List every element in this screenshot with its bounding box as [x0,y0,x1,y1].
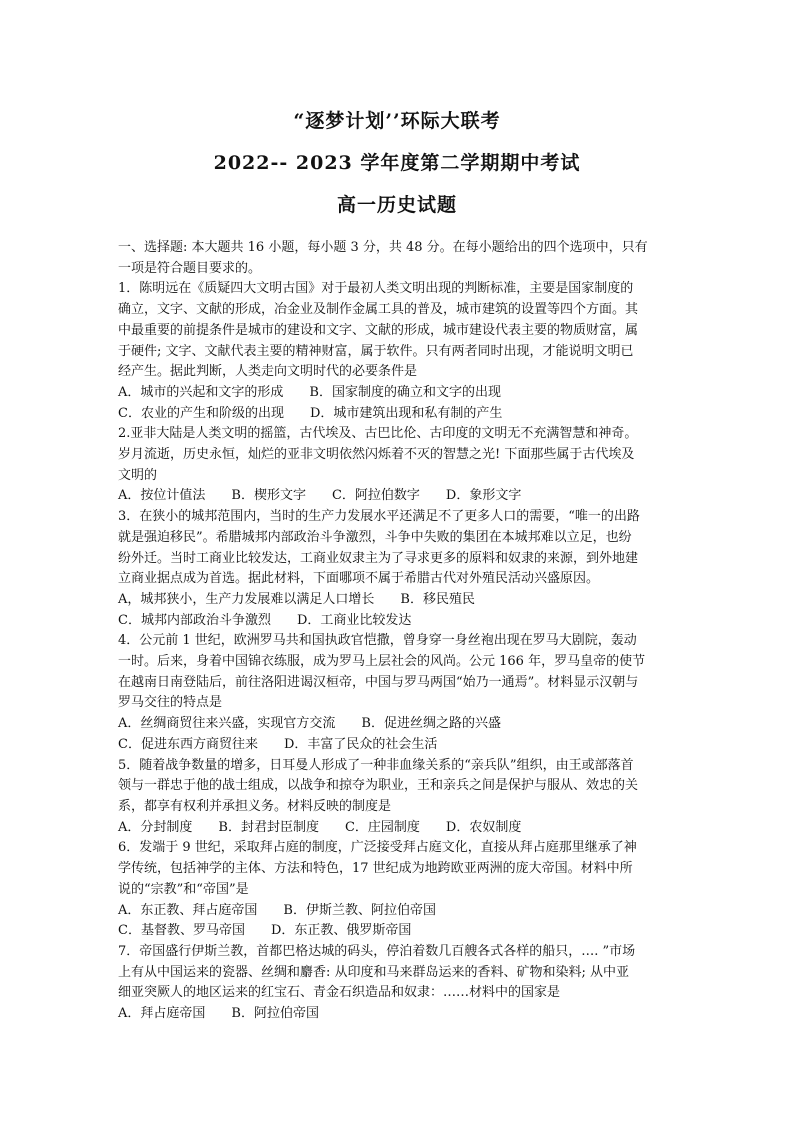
answer-option: C．阿拉伯数字 [331,488,420,504]
option-row [118,404,684,425]
question-stem-line: 中最重要的前提条件是城市的建设和文字、文献的形成，城市建设代表主要的物质财富，属 [118,322,639,338]
question-stem-line: 2.亚非大陆是人类文明的摇篮，古代埃及、古巴比伦、古印度的文明无不充满智慧和神奇。 [118,426,638,442]
answer-option: D．工商业比较发达 [296,612,412,628]
question-stem-line: 于硬件; 文字、文献代表主要的精神财富，属于软件。只有两者同时出现，才能说明文明已 [118,343,634,359]
exam-term-title: 2022-- 2023 学年度第二学期期中考试 [213,152,581,174]
option-row [118,611,684,632]
question-2 [118,424,684,507]
question-stem-line: 7．帝国盛行伊斯兰教，首都巴格达城的码头，停泊着数几百艘各式各样的船只，…. ”市场 [118,943,636,959]
question-stem-line: 学传统，包括神学的主体、方法和特色，17 世纪成为地跨欧亚两洲的庞大帝国。材料中所 [118,861,633,877]
question-stem-line: 岁月流逝，历史永恒，灿烂的亚非文明依然闪烁着不灭的智慧之光! 下面那些属于古代埃及 [118,447,635,463]
question-1 [118,279,684,424]
answer-option: C．基督教、罗马帝国 [118,923,245,939]
answer-option: D．丰富了民众的社会生活 [283,736,438,752]
answer-option: B．国家制度的确立和文字的出现 [309,384,501,400]
question-stem-line: 在越南日南登陆后，前往洛阳进谒汉桓帝，中国与罗马两国“始乃一通焉”。材料显示汉朝与 [118,674,639,690]
question-4 [118,631,684,755]
option-row [118,714,684,735]
question-stem-line: 罗马交往的特点是 [118,695,223,711]
question-stem-line: 立商业据点成为首选。据此材料，下面哪项不属于希腊古代对外殖民活动兴盛原因。 [118,571,600,587]
exam-subject-title: 高一历史试题 [336,194,457,216]
instruction-line: 一项是符合题目要求的。 [118,260,262,276]
option-row [118,901,684,922]
option-row [118,486,684,507]
option-row [118,1004,684,1025]
answer-option: A．丝绸商贸往来兴盛，实现官方交流 [118,716,336,732]
answer-option: A．城市的兴起和文字的形成 [118,384,284,400]
answer-option: D．城市建筑出现和私有制的产生 [309,405,503,421]
question-stem-line: 一时。后来，身着中国锦衣练服，成为罗马上层社会的风尚。公元 166 年，罗马皇帝的使节 [118,654,646,670]
answer-option: B．促进丝绸之路的兴盛 [361,716,501,732]
answer-option: A．按位计值法 [118,488,206,504]
answer-option: D．农奴制度 [445,819,522,835]
exam-content [118,238,684,1025]
question-stem-line: 细亚突厥人的地区运来的红宝石、青金石织造品和奴隶：……材料中的国家是 [118,985,561,1001]
question-stem-line: 上有从中国运来的瓷器、丝绸和麝香: 从印度和马来群岛运来的香料、矿物和染料; 从中亚 [118,964,630,980]
answer-option: A．东正教、拜占庭帝国 [118,902,258,918]
answer-option: C．农业的产生和阶级的出现 [118,405,284,421]
answer-option: B．移民殖民 [400,591,475,607]
section-instructions [118,238,684,279]
answer-option: B．封君封臣制度 [218,819,319,835]
exam-series-title: “逐梦计划’’环际大联考 [293,110,501,132]
answer-option: D．东正教、俄罗斯帝国 [270,923,412,939]
option-row [118,818,684,839]
answer-option: B．楔形文字 [231,488,306,504]
answer-option: A．分封制度 [118,819,193,835]
answer-option: C．促进东西方商贸往来 [118,736,258,752]
answer-option: C．庄园制度 [344,819,420,835]
question-stem-line: 纷外迁。当时工商业比较发达，工商业奴隶主为了寻求更多的原料和奴隶的来源，到外地建 [118,550,639,566]
question-stem-line: 确立，文字、文献的形成，冶金业及制作金属工具的普及，城市建筑的设置等四个方面。其 [118,302,639,318]
question-stem-line: 4．公元前 1 世纪，欧洲罗马共和国执政官恺撒，曾身穿一身丝袍出现在罗马大剧院，轰动 [118,633,637,649]
question-stem-line: 文明的 [118,467,158,483]
question-stem-line: 经产生。据此判断，人类走向文明时代的必要条件是 [118,364,418,380]
option-row [118,735,684,756]
instruction-line: 一、选择题: 本大题共 16 小题，每小题 3 分，共 48 分。在每小题给出的四个选项中，只有 [118,240,648,255]
answer-option: B．伊斯兰教、阿拉伯帝国 [283,902,436,918]
question-stem-line: 就是强迫移民”。希腊城邦内部政治斗争激烈，斗争中失败的集团在本城邦难以立足，也纷 [118,529,632,545]
option-row [118,383,684,404]
question-5 [118,756,684,839]
question-3 [118,507,684,631]
answer-option: A．拜占庭帝国 [118,1006,206,1022]
answer-option: A，城邦狭小，生产力发展难以满足人口增长 [118,591,375,607]
option-row [118,921,684,942]
question-stem-line: 5．随着战争数量的增多，日耳曼人形成了一种非血缘关系的“亲兵队”组织，由王或部落首 [118,757,634,773]
question-stem-line: 6．发端于 9 世纪，采取拜占庭的制度，广泛接受拜占庭文化，直接从拜占庭那里继承了神 [118,840,637,856]
question-stem-line: 系，都享有权利并承担义务。材料反映的制度是 [118,798,392,814]
question-7 [118,942,684,1025]
option-row [118,590,684,611]
question-stem-line: 领与一群忠于他的战士组成，以战争和掠夺为职业，王和亲兵之间是保护与服从、效忠的关 [118,778,639,794]
question-stem-line: 说的“宗教”和“帝国”是 [118,881,249,897]
answer-option: D．象形文字 [445,488,522,504]
question-stem-line: 1．陈明远在《质疑四大文明古国》对于最初人类文明出现的判断标准，主要是国家制度的 [118,281,634,297]
answer-option: B．阿拉伯帝国 [231,1006,319,1022]
question-stem-line: 3．在狭小的城邦范围内，当时的生产力发展水平还满足不了更多人口的需要，“唯一的出路 [118,509,640,525]
answer-option: C．城邦内部政治斗争激烈 [118,612,271,628]
question-6 [118,838,684,942]
